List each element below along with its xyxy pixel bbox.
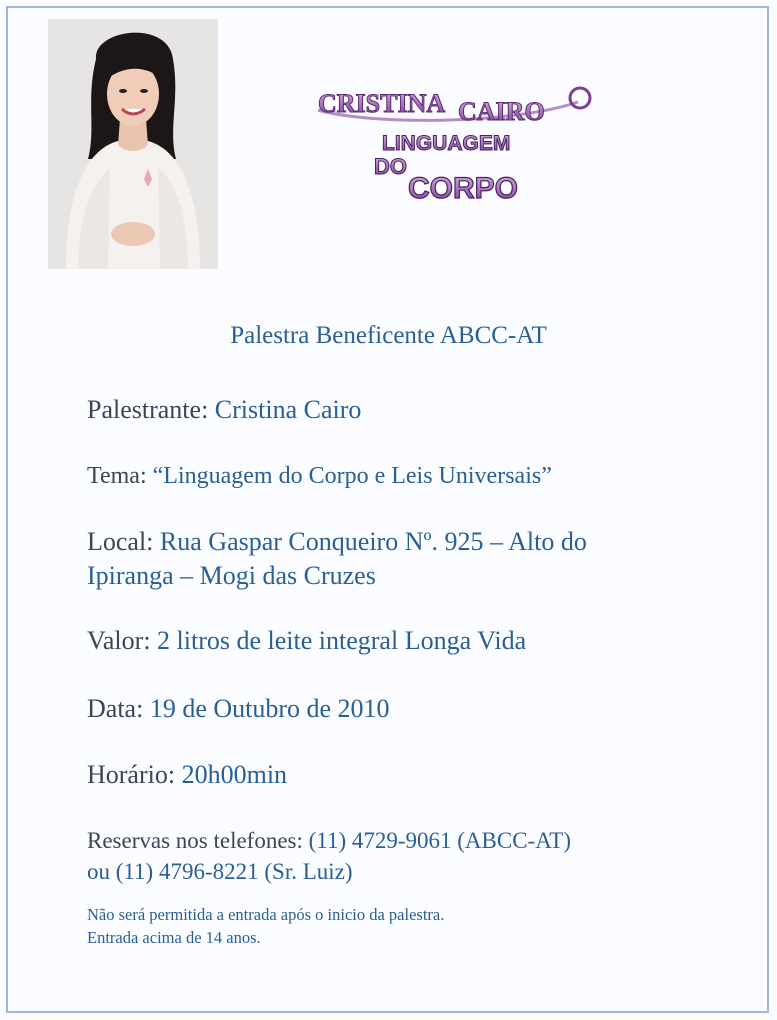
speaker-line [87, 392, 361, 428]
logo-line3-a: DO [374, 154, 407, 179]
theme-label: Tema: [87, 463, 153, 489]
logo-line2: LINGUAGEM [382, 132, 511, 155]
logo-line1-a: CRISTINA [318, 89, 446, 118]
price-label: Valor: [87, 626, 158, 655]
speaker-label: Palestrante: [87, 395, 215, 424]
location-line [87, 524, 587, 560]
time-line [87, 757, 287, 793]
speaker-photo [48, 19, 218, 269]
date-label: Data: [87, 694, 150, 723]
cristina-cairo-logo [310, 80, 600, 210]
note-entry-restriction: Não será permitida a entrada após o inicio da palestra. [87, 905, 445, 924]
reservations-value-1: (11) 4729-9061 (ABCC-AT) [308, 828, 571, 853]
event-title: Palestra Beneficente ABCC-AT [230, 322, 547, 349]
theme-line [87, 458, 552, 494]
price-line [87, 623, 526, 659]
reservations-line-2 [87, 856, 353, 888]
reservations-value-2: ou (11) 4796-8221 (Sr. Luiz) [87, 859, 353, 884]
location-line-2 [87, 558, 376, 594]
speaker-value: Cristina Cairo [214, 395, 362, 424]
time-label: Horário: [87, 760, 182, 789]
date-value: 19 de Outubro de 2010 [149, 694, 390, 723]
location-label: Local: [87, 527, 160, 556]
time-value: 20h00min [181, 760, 288, 789]
logo-line3-b: CORPO [408, 172, 519, 205]
price-value: 2 litros de leite integral Longa Vida [157, 626, 527, 655]
date-line [87, 691, 390, 727]
reservations-line [87, 825, 571, 857]
reservations-label: Reservas nos telefones: [87, 828, 309, 853]
logo-line1-b: CAIRO [458, 97, 545, 126]
theme-value: “Linguagem do Corpo e Leis Universais” [152, 463, 552, 489]
location-value-1: Rua Gaspar Conqueiro Nº. 925 – Alto do [159, 527, 587, 556]
note-age-restriction: Entrada acima de 14 anos. [87, 928, 261, 947]
location-value-2: Ipiranga – Mogi das Cruzes [87, 561, 376, 590]
